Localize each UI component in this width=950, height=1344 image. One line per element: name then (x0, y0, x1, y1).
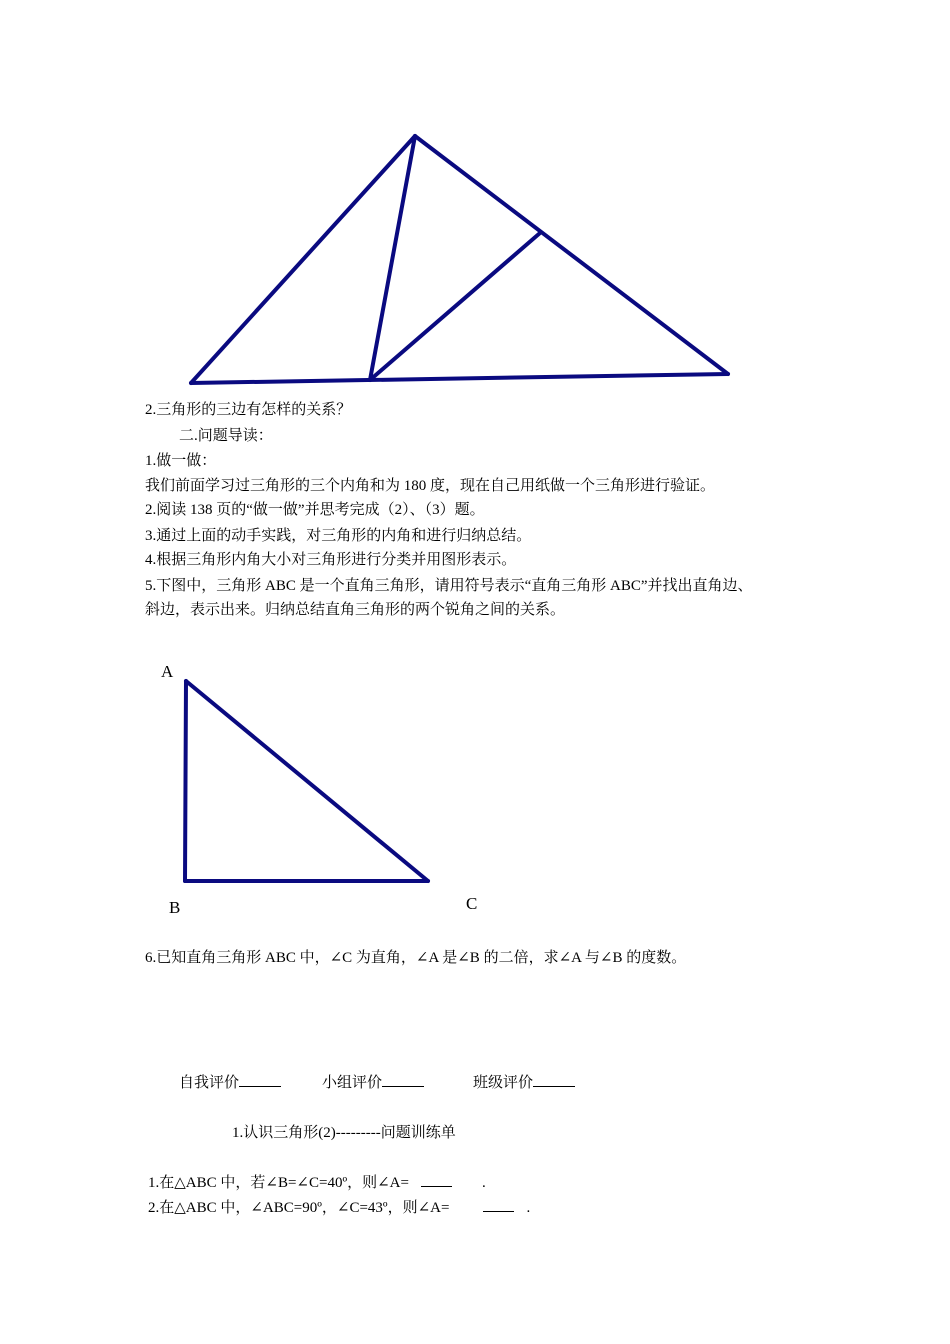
item-1-title: 1.做一做： (145, 453, 217, 469)
group-evaluation-blank[interactable] (382, 1072, 424, 1087)
right-triangle-side-ab (185, 681, 186, 881)
class-evaluation-label: 班级评价 (473, 1075, 534, 1091)
training-question-2-text: 2.在△ABC 中，∠ABC=90º，∠C=43º，则∠A= (148, 1200, 450, 1216)
right-triangle-side-ac (186, 681, 428, 881)
item-6: 6.已知直角三角形 ABC 中，∠C 为直角，∠A 是∠B 的二倍，求∠A 与∠B 的度数。 (145, 950, 687, 966)
training-question-2 (148, 1197, 530, 1218)
group-evaluation (322, 1072, 424, 1093)
item-4: 4.根据三角形内角大小对三角形进行分类并用图形表示。 (145, 552, 517, 568)
item-5-line-1: 5.下图中，三角形 ABC 是一个直角三角形，请用符号表示“直角三角形 ABC”并找出直角边、 (145, 578, 753, 594)
training-sheet-title: 1.认识三角形(2)---------问题训练单 (232, 1125, 456, 1141)
item-5-line-2: 斜边，表示出来。归纳总结直角三角形的两个锐角之间的关系。 (145, 602, 566, 618)
item-2: 2.阅读 138 页的“做一做”并思考完成（2）、（3）题。 (145, 502, 485, 518)
vertex-label-a: A (161, 662, 174, 681)
class-evaluation-blank[interactable] (533, 1072, 575, 1087)
training-question-1-period: . (481, 1175, 486, 1191)
section-title-guided-questions: 二.问题导读： (179, 428, 273, 444)
self-evaluation (179, 1072, 281, 1093)
vertex-label-c: C (466, 894, 478, 913)
self-evaluation-label: 自我评价 (179, 1075, 240, 1091)
training-question-1 (148, 1172, 486, 1193)
item-1-detail: 我们前面学习过三角形的三个内角和为 180 度，现在自己用纸做一个三角形进行验证。 (145, 478, 716, 494)
self-evaluation-blank[interactable] (239, 1072, 281, 1087)
training-question-1-text: 1.在△ABC 中，若∠B=∠C=40º，则∠A= (148, 1175, 409, 1191)
training-question-2-period: . (526, 1200, 531, 1216)
group-evaluation-label: 小组评价 (322, 1075, 383, 1091)
class-evaluation (473, 1072, 575, 1093)
item-3: 3.通过上面的动手实践，对三角形的内角和进行归纳总结。 (145, 528, 532, 544)
question-side-relation: 2.三角形的三边有怎样的关系？ (145, 402, 352, 418)
vertex-label-b: B (169, 898, 181, 917)
training-question-1-answer-blank[interactable] (421, 1172, 452, 1187)
training-question-2-answer-blank[interactable] (483, 1197, 514, 1212)
